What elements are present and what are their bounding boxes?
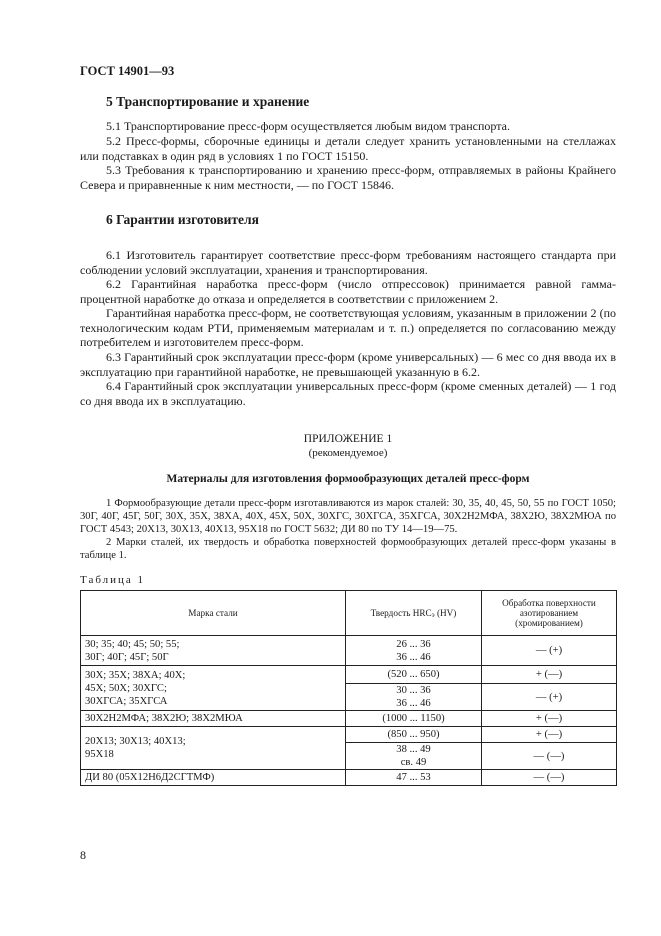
page-number: 8 [80, 848, 86, 862]
standard-header: ГОСТ 14901—93 [80, 64, 175, 78]
treatment-cell: — (—) [482, 770, 617, 786]
appendix-para-2: 2 Марки сталей, их твердость и обработка поверхностей формообразующих деталей пресс-форм указаны в таблице 1. [80, 537, 616, 561]
hardness-cell: 26 ... 36 36 ... 46 [346, 636, 482, 666]
section-6-title: 6 Гарантии изготовителя [106, 212, 259, 227]
section-5-para-3: 5.3 Требования к транспортированию и хранению пресс-форм, отправляемых в районы Крайнего Севера и приравненные к ним местности, — по ГОСТ 15846. [80, 163, 616, 192]
section-6-para-2: 6.2 Гарантийная наработка пресс-форм (число отпрессовок) принимается равной гамма-процентной наработке до отказа и определяется в соответствии с приложением 2. [80, 277, 616, 306]
header-hardness: Твердость HRCэ (HV) [346, 591, 482, 636]
treatment-cell: + (—) [482, 727, 617, 743]
hardness-cell: (850 ... 950) [346, 727, 482, 743]
table-header-row [81, 591, 617, 636]
treatment-cell: — (+) [482, 636, 617, 666]
treatment-cell: — (+) [482, 684, 617, 711]
section-6-para-3: Гарантийная наработка пресс-форм, не соответствующая условиям, указанным в приложении 2 (по технологическим кодам РТИ, применяемым материалам и т. п.) определяется по согласованию между потребителем и изготовителем пресс-форм. [80, 306, 616, 350]
table-row [81, 711, 617, 727]
section-6-para-4: 6.3 Гарантийный срок эксплуатации пресс-форм (кроме универсальных) — 6 мес со дня ввода их в эксплуатацию при гарантийной наработке, не превышающей указанную в 6.2. [80, 350, 616, 379]
hardness-cell: 38 ... 49 св. 49 [346, 743, 482, 770]
hardness-cell: 30 ... 36 36 ... 46 [346, 684, 482, 711]
section-5-para-1: 5.1 Транспортирование пресс-форм осуществляется любым видом транспорта. [106, 119, 510, 133]
hardness-cell: (1000 ... 1150) [346, 711, 482, 727]
appendix-subtitle: (рекомендуемое) [308, 447, 388, 459]
treatment-cell: + (—) [482, 666, 617, 684]
treatment-cell: — (—) [482, 743, 617, 770]
section-5-title: 5 Транспортирование и хранение [106, 94, 310, 109]
steel-grade-cell: 30; 35; 40; 45; 50; 55; 30Г; 40Г; 45Г; 50Г [81, 636, 346, 666]
section-6-para-5: 6.4 Гарантийный срок эксплуатации универсальных пресс-форм (кроме сменных деталей) — 1 год со дня ввода их в эксплуатацию. [80, 379, 616, 408]
table-row [81, 770, 617, 786]
table-row [81, 666, 617, 684]
hardness-cell: (520 ... 650) [346, 666, 482, 684]
treatment-cell: + (—) [482, 711, 617, 727]
section-5-para-2: 5.2 Пресс-формы, сборочные единицы и детали следует хранить установленными на стеллажах или подставках в один ряд в условиях 1 по ГОСТ 15150. [80, 134, 616, 163]
table-label: Таблица 1 [80, 574, 146, 586]
appendix-heading: Материалы для изготовления формообразующих деталей пресс-форм [166, 473, 530, 485]
table-body [81, 636, 617, 786]
section-6-para-1: 6.1 Изготовитель гарантирует соответствие пресс-форм требованиям настоящего стандарта при соблюдении условий эксплуатации, хранения и транспортирования. [80, 248, 616, 277]
table-row [81, 727, 617, 743]
steel-grade-cell: ДИ 80 (05Х12Н6Д2СГТМФ) [81, 770, 346, 786]
steel-grade-cell: 20Х13; 30Х13; 40Х13; 95Х18 [81, 727, 346, 770]
header-surface-treatment: Обработка поверхности азотированием (хромированием) [482, 591, 617, 636]
header-steel-grade: Марка стали [81, 591, 346, 636]
appendix-para-1: 1 Формообразующие детали пресс-форм изготавливаются из марок сталей: 30, 35, 40, 45, 50, 55 по ГОСТ 1050; 30Г, 40Г, 45Г, 50Г, 30Х, 35Х, 38ХА, 40Х, 45Х, 50Х, 30ХГС, 30ХГСА, 35ХГСА, 30Х2Н2МФА, 38Х2Ю, 38Х2МЮА по ГОСТ 4543; 20Х13, 30Х13, 40Х13, 95Х18 по ГОСТ 5632; ДИ 80 по ТУ 14—19—75. [80, 498, 616, 535]
steel-grade-cell: 30Х2Н2МФА; 38Х2Ю; 38Х2МЮА [81, 711, 346, 727]
steel-grade-cell: 30Х; 35Х; 38ХА; 40Х; 45Х; 50Х; 30ХГС; 30ХГСА; 35ХГСА [81, 666, 346, 711]
table-row [81, 636, 617, 666]
hardness-cell: 47 ... 53 [346, 770, 482, 786]
appendix-title: ПРИЛОЖЕНИЕ 1 [303, 433, 393, 445]
steel-table [80, 590, 617, 786]
